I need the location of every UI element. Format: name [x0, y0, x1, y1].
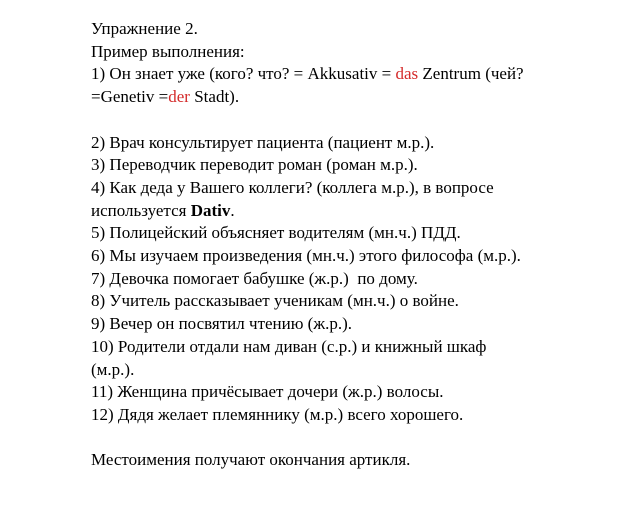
exercise-item-10-continuation: (м.р.). [91, 359, 135, 379]
example-line-2 [91, 86, 611, 109]
blank-line [91, 109, 611, 132]
exercise-item-8: 8) Учитель рассказывает ученикам (мн.ч.) о войне. [91, 291, 459, 311]
exercise-item-5: 5) Полицейский объясняет водителям (мн.ч.) ПДД. [91, 223, 461, 243]
example-line-1-end: Zentrum (чей? [418, 64, 524, 84]
dativ-bold: Dativ [190, 200, 231, 220]
exercise-item-12: 12) Дядя желает племяннику (м.р.) всего хорошего. [91, 404, 464, 424]
exercise-item-9: 9) Вечер он посвятил чтению (ж.р.). [91, 314, 353, 334]
exercise-item-7: 7) Девочка помогает бабушке (ж.р.) по дому. [91, 268, 418, 288]
exercise-item-4: 4) Как деда у Вашего коллеги? (коллега м.р.), в вопросе [91, 177, 494, 197]
exercise-item-4-continuation [91, 200, 611, 223]
example-label: Пример выполнения: [91, 41, 245, 61]
example-line-2-start: =Genetiv = [91, 87, 169, 107]
item-4-cont-end: . [230, 200, 235, 220]
exercise-item-3: 3) Переводчик переводит роман (роман м.р.). [91, 155, 418, 175]
article-highlight-das: das [395, 64, 419, 84]
exercise-heading: Упражнение 2. [91, 19, 198, 38]
item-4-cont-start: используется [91, 200, 191, 220]
exercise-document [91, 18, 611, 472]
article-highlight-der: der [168, 87, 190, 107]
exercise-item-2: 2) Врач консультирует пациента (пациент м.р.). [91, 132, 435, 152]
example-line-2-end: Stadt). [189, 87, 240, 107]
blank-line [91, 427, 611, 450]
exercise-item-11: 11) Женщина причёсывает дочери (ж.р.) волосы. [91, 382, 444, 402]
example-line-1-start: 1) Он знает уже (кого? что? = Akkusativ = [91, 64, 396, 84]
exercise-item-10: 10) Родители отдали нам диван (с.р.) и книжный шкаф [91, 336, 487, 356]
example-line-1 [91, 63, 611, 86]
footer-note: Местоимения получают окончания артикля. [91, 450, 411, 470]
exercise-item-6: 6) Мы изучаем произведения (мн.ч.) этого философа (м.р.). [91, 246, 521, 266]
